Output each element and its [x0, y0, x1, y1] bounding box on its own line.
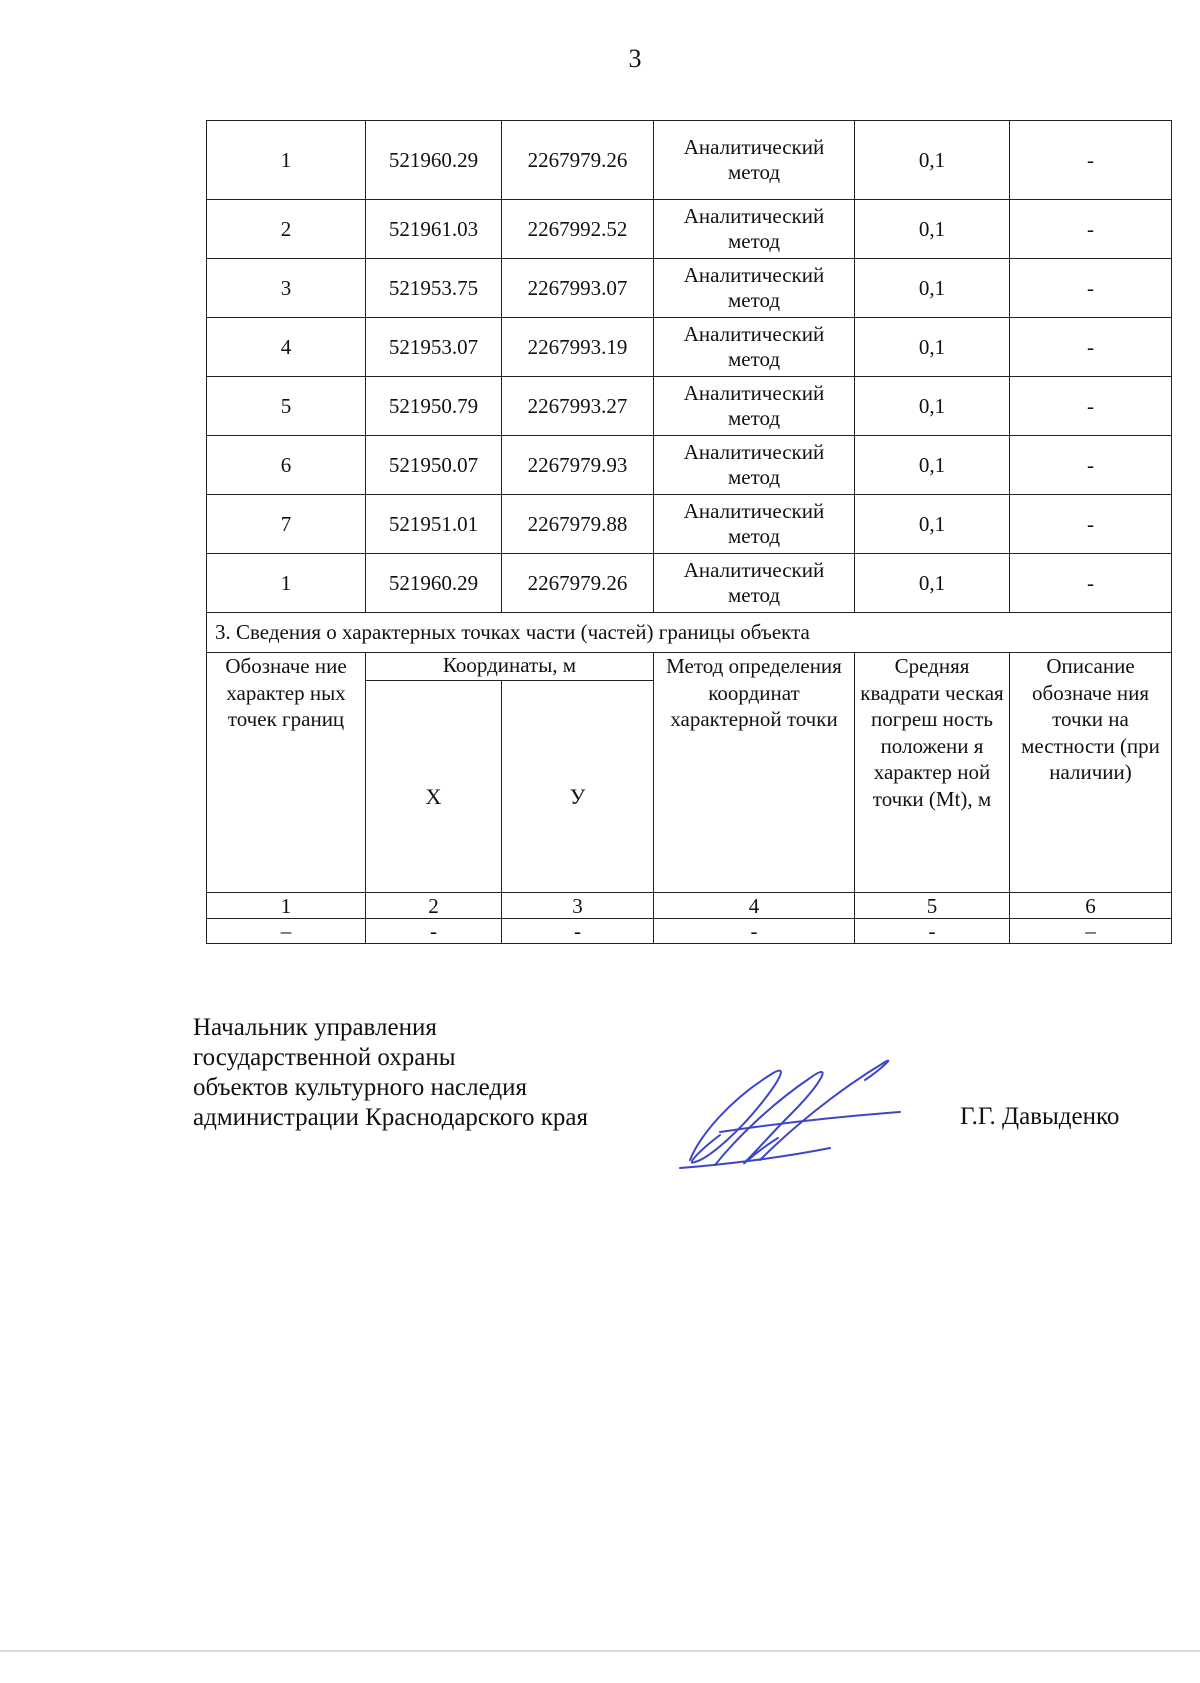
signature-strokes	[680, 1061, 900, 1168]
signatory-title	[193, 1013, 588, 1133]
header-mean-error: Средняя квадрати ческая погреш ность положени я характер ной точки (Mt), м	[855, 653, 1010, 893]
empty-cell: –	[1010, 919, 1172, 944]
column-number: 5	[855, 893, 1010, 919]
cell-method: Аналитический метод	[654, 200, 855, 259]
cell-x: 521960.29	[366, 121, 502, 200]
cell-x: 521953.07	[366, 318, 502, 377]
table-row	[207, 259, 1172, 318]
section-title: 3. Сведения о характерных точках части (частей) границы объекта	[207, 613, 1172, 653]
page-bottom-rule	[0, 1650, 1200, 1652]
cell-x: 521950.79	[366, 377, 502, 436]
header-designation: Обозначе ние характер ных точек границ	[207, 653, 366, 893]
signatory-title-line: объектов культурного наследия	[193, 1074, 527, 1101]
cell-mt: 0,1	[855, 259, 1010, 318]
cell-n: 1	[207, 554, 366, 613]
cell-n: 3	[207, 259, 366, 318]
cell-y: 2267992.52	[502, 200, 654, 259]
cell-desc: -	[1010, 495, 1172, 554]
table-row	[207, 377, 1172, 436]
cell-y: 2267979.88	[502, 495, 654, 554]
cell-desc: -	[1010, 121, 1172, 200]
cell-n: 4	[207, 318, 366, 377]
header-coordinates: Координаты, м	[366, 653, 654, 681]
cell-x: 521950.07	[366, 436, 502, 495]
cell-mt: 0,1	[855, 121, 1010, 200]
cell-x: 521961.03	[366, 200, 502, 259]
column-number: 2	[366, 893, 502, 919]
coordinates-table	[206, 120, 1172, 944]
cell-n: 7	[207, 495, 366, 554]
cell-n: 5	[207, 377, 366, 436]
cell-mt: 0,1	[855, 436, 1010, 495]
empty-cell: –	[207, 919, 366, 944]
cell-n: 6	[207, 436, 366, 495]
handwritten-signature	[660, 1040, 910, 1180]
table-row	[207, 554, 1172, 613]
cell-desc: -	[1010, 377, 1172, 436]
cell-desc: -	[1010, 200, 1172, 259]
cell-n: 2	[207, 200, 366, 259]
cell-mt: 0,1	[855, 377, 1010, 436]
cell-desc: -	[1010, 318, 1172, 377]
empty-cell: -	[366, 919, 502, 944]
cell-x: 521953.75	[366, 259, 502, 318]
cell-method: Аналитический метод	[654, 495, 855, 554]
header-x	[366, 681, 502, 893]
cell-mt: 0,1	[855, 554, 1010, 613]
cell-n: 1	[207, 121, 366, 200]
page-number: 3	[628, 44, 642, 73]
cell-desc: -	[1010, 436, 1172, 495]
column-number: 6	[1010, 893, 1172, 919]
signatory-title-line: администрации Краснодарского края	[193, 1104, 589, 1131]
cell-method: Аналитический метод	[654, 554, 855, 613]
table-row	[207, 200, 1172, 259]
signer-name: Г.Г. Давыденко	[960, 1103, 1120, 1130]
table-row	[207, 318, 1172, 377]
table-row	[207, 495, 1172, 554]
empty-cell: -	[502, 919, 654, 944]
cell-y: 2267979.26	[502, 554, 654, 613]
empty-cell: -	[654, 919, 855, 944]
cell-mt: 0,1	[855, 495, 1010, 554]
cell-method: Аналитический метод	[654, 121, 855, 200]
cell-y: 2267993.19	[502, 318, 654, 377]
signatory-title-line: государственной охраны	[193, 1044, 456, 1071]
cell-x: 521951.01	[366, 495, 502, 554]
cell-method: Аналитический метод	[654, 436, 855, 495]
cell-method: Аналитический метод	[654, 318, 855, 377]
header-y-label: У	[569, 783, 586, 809]
cell-method: Аналитический метод	[654, 259, 855, 318]
cell-y: 2267979.93	[502, 436, 654, 495]
cell-desc: -	[1010, 259, 1172, 318]
cell-y: 2267993.27	[502, 377, 654, 436]
header-description: Описание обозначе ния точки на местности (при наличии)	[1010, 653, 1172, 893]
empty-cell: -	[855, 919, 1010, 944]
column-number: 4	[654, 893, 855, 919]
header-method: Метод определения координат характерной точки	[654, 653, 855, 893]
cell-method: Аналитический метод	[654, 377, 855, 436]
header-x-label: Х	[425, 783, 442, 809]
table-row	[207, 121, 1172, 200]
signatory-title-line: Начальник управления	[193, 1014, 437, 1041]
column-number-row	[207, 893, 1172, 919]
cell-mt: 0,1	[855, 200, 1010, 259]
data-rows	[207, 121, 1172, 613]
cell-mt: 0,1	[855, 318, 1010, 377]
empty-row	[207, 919, 1172, 944]
cell-desc: -	[1010, 554, 1172, 613]
cell-y: 2267979.26	[502, 121, 654, 200]
header-y	[502, 681, 654, 893]
column-number: 3	[502, 893, 654, 919]
cell-x: 521960.29	[366, 554, 502, 613]
column-number: 1	[207, 893, 366, 919]
table-row	[207, 436, 1172, 495]
cell-y: 2267993.07	[502, 259, 654, 318]
